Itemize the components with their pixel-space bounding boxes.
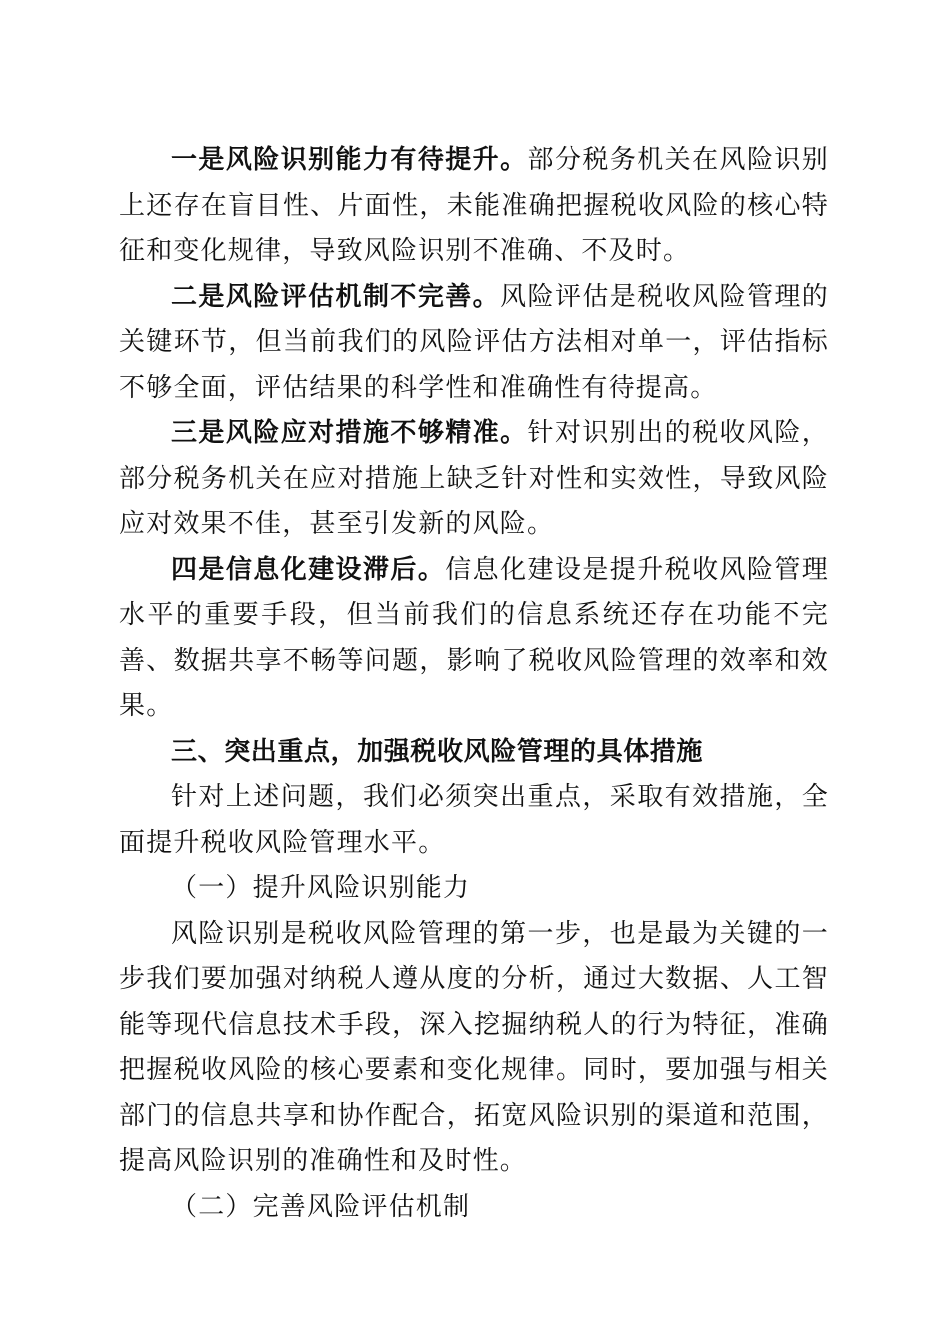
section-3-heading: 三、突出重点，加强税收风险管理的具体措施 xyxy=(171,736,704,767)
issue-paragraph-2 xyxy=(119,275,829,412)
issue-paragraph-4 xyxy=(119,548,829,730)
subsection-1-body: 风险识别是税收风险管理的第一步，也是最为关键的一步我们要加强对纳税人遵从度的分析，通过大数据、人工智能等现代信息技术手段，深入挖掘纳税人的行为特征，准确把握税收风险的核心要素和变化规律。同时，要加强与相关部门的信息共享和协作配合，拓宽风险识别的渠道和范围，提高风险识别的准确性和及时性。 xyxy=(119,918,829,1176)
issue-body-2: 风险评估是税收风险管理的关键环节，但当前我们的风险评估方法相对单一，评估指标不够全面，评估结果的科学性和准确性有待提高。 xyxy=(119,281,829,403)
issue-paragraph-3 xyxy=(119,411,829,548)
document-body xyxy=(119,138,829,1230)
issue-lead-4: 四是信息化建设滞后。 xyxy=(171,554,446,585)
issue-lead-1: 一是风险识别能力有待提升。 xyxy=(171,145,528,175)
subsection-1-heading: （一）提升风险识别能力 xyxy=(171,873,471,903)
subsection-2-heading: （二）完善风险评估机制 xyxy=(171,1191,471,1222)
issue-body-3: 针对识别出的税收风险，部分税务机关在应对措施上缺乏针对性和实效性，导致风险应对效果不佳，甚至引发新的风险。 xyxy=(119,418,830,539)
issue-lead-2: 二是风险评估机制不完善。 xyxy=(171,281,501,312)
issue-lead-3: 三是风险应对措施不够精准。 xyxy=(171,418,528,448)
issue-body-4: 信息化建设是提升税收风险管理水平的重要手段，但当前我们的信息系统还存在功能不完善、数据共享不畅等问题，影响了税收风险管理的效率和效果。 xyxy=(119,554,829,721)
issue-body-1: 部分税务机关在风险识别上还存在盲目性、片面性，未能准确把握税收风险的核心特征和变化规律，导致风险识别不准确、不及时。 xyxy=(119,145,830,266)
section-3-intro: 针对上述问题，我们必须突出重点，采取有效措施，全面提升税收风险管理水平。 xyxy=(119,782,829,858)
issue-paragraph-1 xyxy=(119,138,829,275)
